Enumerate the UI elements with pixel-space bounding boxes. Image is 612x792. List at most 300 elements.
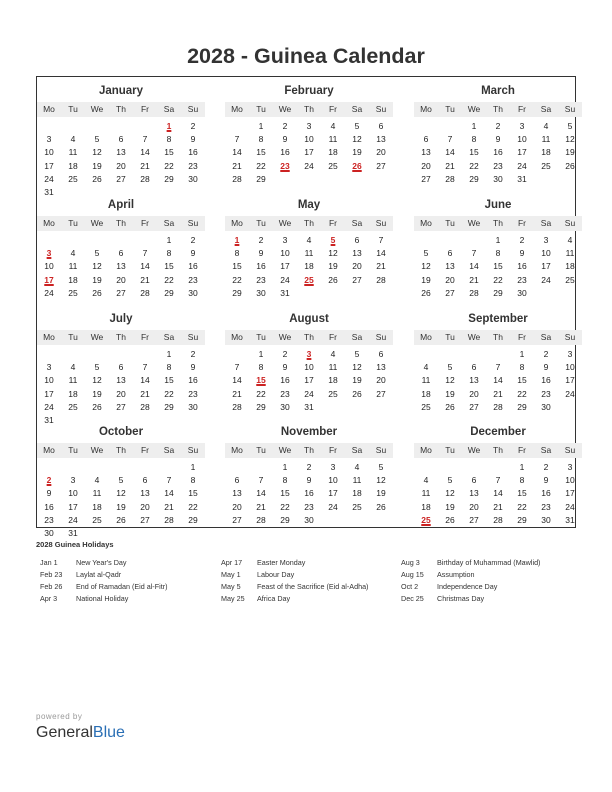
day-cell: 1 [495, 235, 501, 245]
weekday-label: Su [187, 104, 199, 114]
day-cell: 22 [188, 501, 198, 512]
day-cell: 8 [282, 475, 288, 486]
day-cell: 16 [493, 147, 503, 158]
holiday-name: New Year's Day [76, 558, 127, 567]
day-cell: 2 [282, 121, 288, 131]
weekday-label: Su [187, 445, 199, 455]
day-cell: 3 [519, 121, 525, 131]
weekday-label: Tu [256, 104, 266, 114]
weekday-label: Th [304, 218, 314, 228]
day-cell: 29 [164, 173, 174, 184]
day-cell: 17 [304, 147, 314, 158]
day-cell: 6 [378, 349, 384, 359]
day-cell: 12 [445, 375, 455, 386]
day-cell: 2 [190, 121, 196, 131]
holiday-date: Dec 25 [401, 594, 424, 603]
day-cell: 10 [565, 475, 575, 486]
weekday-label: Fr [517, 104, 527, 114]
day-cell: 30 [517, 287, 527, 298]
day-cell: 26 [376, 501, 386, 512]
day-cell: 5 [118, 475, 124, 486]
weekday-label: We [467, 445, 481, 455]
holiday-item [221, 558, 391, 570]
day-cell: 8 [166, 362, 172, 373]
weekday-label: Mo [43, 104, 55, 114]
holiday-date: May 5 [221, 582, 241, 591]
weekday-label: Tu [445, 445, 455, 455]
day-cell: 23 [541, 388, 551, 399]
day-cell: 14 [376, 248, 386, 259]
month-0 [37, 81, 205, 197]
day-cell: 4 [330, 349, 336, 359]
weekday-label: Tu [445, 104, 455, 114]
day-cell: 9 [190, 134, 196, 145]
day-cell: 3 [70, 475, 76, 486]
day-cell: 9 [495, 134, 501, 145]
day-cell: 25 [328, 160, 338, 171]
weekday-header [225, 216, 393, 231]
weekday-label: Su [187, 218, 199, 228]
day-cell: 11 [352, 475, 362, 486]
day-cell: 19 [116, 501, 126, 512]
weekday-label: Sa [163, 332, 175, 342]
day-cell: 23 [256, 274, 266, 285]
holiday-date: Jan 1 [40, 558, 58, 567]
day-cell: 21 [376, 261, 386, 272]
day-cell: 31 [280, 287, 290, 298]
holiday-date: May 1 [221, 570, 241, 579]
weekday-label: Su [375, 218, 387, 228]
day-cell: 12 [565, 134, 575, 145]
weekday-header [37, 443, 205, 458]
day-cell: 15 [232, 261, 242, 272]
weekday-label: Tu [445, 332, 455, 342]
day-cell: 6 [142, 475, 148, 486]
day-cell: 24 [304, 388, 314, 399]
day-cell: 1 [166, 235, 172, 245]
day-cell: 2 [519, 235, 525, 245]
holiday-day-cell: 1 [166, 121, 172, 131]
weekday-label: Tu [256, 332, 266, 342]
day-cell: 14 [140, 375, 150, 386]
day-cell: 21 [469, 274, 479, 285]
day-cell: 13 [376, 362, 386, 373]
weekday-label: Sa [351, 332, 363, 342]
day-cell: 11 [421, 488, 431, 499]
day-cell: 7 [142, 248, 148, 259]
day-cell: 16 [256, 261, 266, 272]
day-cell: 18 [68, 388, 78, 399]
holiday-item [40, 594, 210, 606]
day-cell: 23 [44, 514, 54, 525]
day-cell: 8 [234, 248, 240, 259]
day-cell: 8 [166, 134, 172, 145]
weekday-label: Mo [43, 445, 55, 455]
day-cell: 13 [116, 261, 126, 272]
weekday-label: Fr [140, 104, 150, 114]
day-cell: 19 [92, 388, 102, 399]
weekday-label: Tu [68, 218, 78, 228]
day-cell: 29 [517, 401, 527, 412]
day-cell: 9 [306, 475, 312, 486]
weekday-label: Th [493, 445, 503, 455]
holiday-item [401, 558, 571, 570]
month-name: January [98, 85, 144, 97]
day-cell: 20 [140, 501, 150, 512]
day-cell: 21 [140, 274, 150, 285]
day-cell: 24 [328, 501, 338, 512]
day-cell: 9 [258, 248, 264, 259]
day-cell: 16 [517, 261, 527, 272]
day-cell: 26 [352, 388, 362, 399]
day-cell: 3 [543, 235, 549, 245]
weekday-label: Fr [140, 332, 150, 342]
day-cell: 8 [166, 248, 172, 259]
day-cell: 17 [517, 147, 527, 158]
month-5 [414, 195, 582, 303]
day-cell: 30 [188, 173, 198, 184]
weekday-label: Mo [420, 218, 432, 228]
month-10 [225, 422, 393, 530]
weekday-label: We [278, 218, 292, 228]
day-cell: 13 [445, 261, 455, 272]
day-cell: 28 [140, 401, 150, 412]
day-cell: 18 [304, 261, 314, 272]
day-cell: 6 [354, 235, 360, 245]
holiday-day-cell: 17 [44, 274, 54, 285]
day-cell: 21 [140, 160, 150, 171]
weekday-label: We [90, 218, 104, 228]
day-cell: 19 [445, 501, 455, 512]
day-cell: 20 [376, 147, 386, 158]
day-cell: 15 [280, 488, 290, 499]
holiday-item [401, 570, 571, 582]
day-cell: 8 [471, 134, 477, 145]
day-cell: 5 [354, 349, 360, 359]
day-cell: 6 [447, 248, 453, 259]
holidays-heading: 2028 Guinea Holidays [36, 540, 114, 549]
month-11 [414, 422, 582, 530]
month-6 [37, 309, 205, 425]
holiday-item [221, 570, 391, 582]
weekday-header [414, 216, 582, 231]
day-cell: 28 [140, 287, 150, 298]
weekday-label: Mo [231, 104, 243, 114]
day-cell: 22 [493, 274, 503, 285]
weekday-label: Fr [328, 445, 338, 455]
day-cell: 19 [565, 147, 575, 158]
day-cell: 5 [378, 462, 384, 472]
day-cell: 2 [543, 462, 549, 472]
holiday-name: Assumption [437, 570, 475, 579]
holiday-date: Apr 17 [221, 558, 243, 567]
page-title: 2028 - Guinea Calendar [187, 44, 425, 68]
weekday-label: Sa [540, 218, 552, 228]
weekday-label: We [90, 445, 104, 455]
day-cell: 4 [306, 235, 312, 245]
day-cell: 24 [280, 274, 290, 285]
day-cell: 28 [232, 173, 242, 184]
weekday-header [225, 102, 393, 117]
weekday-label: Su [375, 332, 387, 342]
day-cell: 11 [328, 362, 338, 373]
day-cell: 5 [94, 248, 100, 259]
weekday-label: We [467, 104, 481, 114]
month-3 [37, 195, 205, 303]
holiday-item [221, 582, 391, 594]
day-cell: 21 [232, 388, 242, 399]
day-cell: 1 [471, 121, 477, 131]
day-cell: 7 [495, 475, 501, 486]
day-cell: 20 [116, 274, 126, 285]
day-cell: 19 [376, 488, 386, 499]
weekday-header [414, 330, 582, 345]
day-cell: 24 [565, 388, 575, 399]
day-cell: 27 [469, 401, 479, 412]
weekday-label: Tu [68, 332, 78, 342]
day-cell: 19 [92, 274, 102, 285]
weekday-header [414, 102, 582, 117]
day-cell: 11 [565, 248, 575, 259]
day-cell: 4 [70, 362, 76, 373]
weekday-label: Sa [540, 445, 552, 455]
holiday-date: Oct 2 [401, 582, 419, 591]
weekday-label: We [278, 104, 292, 114]
holiday-name: Christmas Day [437, 594, 485, 603]
day-cell: 18 [352, 488, 362, 499]
day-cell: 11 [541, 134, 551, 145]
weekday-label: Su [564, 218, 576, 228]
holiday-name: End of Ramadan (Eid al-Fitr) [76, 582, 168, 591]
weekday-label: Th [116, 332, 126, 342]
day-cell: 14 [140, 147, 150, 158]
day-cell: 10 [328, 475, 338, 486]
day-cell: 26 [92, 287, 102, 298]
day-cell: 19 [352, 147, 362, 158]
day-cell: 30 [541, 514, 551, 525]
day-cell: 26 [328, 274, 338, 285]
day-cell: 7 [234, 362, 240, 373]
holiday-date: Feb 23 [40, 570, 63, 579]
weekday-label: Fr [517, 218, 527, 228]
month-4 [225, 195, 393, 303]
day-cell: 16 [188, 147, 198, 158]
weekday-label: Th [304, 332, 314, 342]
holiday-day-cell: 25 [421, 514, 431, 525]
day-cell: 1 [190, 462, 196, 472]
day-cell: 16 [541, 375, 551, 386]
day-cell: 2 [495, 121, 501, 131]
day-cell: 15 [256, 147, 266, 158]
day-cell: 21 [445, 160, 455, 171]
day-cell: 6 [118, 134, 124, 145]
day-cell: 15 [164, 147, 174, 158]
day-cell: 4 [94, 475, 100, 486]
day-cell: 28 [140, 173, 150, 184]
day-cell: 24 [44, 401, 54, 412]
day-cell: 28 [164, 514, 174, 525]
day-cell: 13 [232, 488, 242, 499]
weekday-header [414, 443, 582, 458]
day-cell: 24 [565, 501, 575, 512]
weekday-label: Sa [351, 104, 363, 114]
day-cell: 29 [280, 514, 290, 525]
day-cell: 23 [188, 274, 198, 285]
day-cell: 29 [232, 287, 242, 298]
weekday-label: We [90, 332, 104, 342]
day-cell: 8 [258, 134, 264, 145]
day-cell: 24 [44, 173, 54, 184]
day-cell: 13 [469, 375, 479, 386]
month-name: October [98, 426, 144, 438]
day-cell: 20 [421, 160, 431, 171]
day-cell: 17 [44, 160, 54, 171]
day-cell: 17 [68, 501, 78, 512]
holiday-name: Easter Monday [257, 558, 306, 567]
weekday-label: We [278, 332, 292, 342]
day-cell: 30 [188, 287, 198, 298]
day-cell: 29 [188, 514, 198, 525]
month-name: May [297, 199, 321, 211]
day-cell: 25 [541, 160, 551, 171]
day-cell: 9 [190, 248, 196, 259]
day-cell: 2 [190, 235, 196, 245]
day-cell: 25 [68, 401, 78, 412]
weekday-label: Th [493, 332, 503, 342]
weekday-label: We [90, 104, 104, 114]
weekday-label: We [278, 445, 292, 455]
day-cell: 31 [44, 187, 54, 197]
day-cell: 10 [304, 362, 314, 373]
day-cell: 3 [567, 462, 573, 472]
month-name: November [280, 426, 338, 438]
weekday-label: Sa [540, 332, 552, 342]
holiday-day-cell: 2 [46, 475, 52, 486]
day-cell: 2 [258, 235, 264, 245]
day-cell: 16 [280, 147, 290, 158]
day-cell: 28 [469, 287, 479, 298]
day-cell: 2 [282, 349, 288, 359]
holiday-item [40, 558, 210, 570]
weekday-header [225, 443, 393, 458]
day-cell: 4 [330, 121, 336, 131]
day-cell: 6 [471, 475, 477, 486]
day-cell: 3 [330, 462, 336, 472]
day-cell: 22 [256, 388, 266, 399]
day-cell: 9 [543, 362, 549, 373]
day-cell: 23 [493, 160, 503, 171]
holiday-item [401, 594, 571, 606]
day-cell: 3 [306, 121, 312, 131]
day-cell: 6 [118, 362, 124, 373]
day-cell: 30 [188, 401, 198, 412]
weekday-label: Th [116, 218, 126, 228]
day-cell: 7 [471, 248, 477, 259]
day-cell: 2 [543, 349, 549, 359]
day-cell: 13 [376, 134, 386, 145]
weekday-label: Su [564, 445, 576, 455]
generalblue-logo[interactable] [36, 724, 125, 742]
month-name: August [289, 313, 329, 325]
day-cell: 10 [44, 147, 54, 158]
day-cell: 18 [328, 147, 338, 158]
weekday-label: Sa [351, 445, 363, 455]
day-cell: 15 [517, 488, 527, 499]
weekday-header [37, 216, 205, 231]
day-cell: 4 [423, 362, 429, 373]
day-cell: 13 [469, 488, 479, 499]
day-cell: 17 [44, 388, 54, 399]
day-cell: 13 [116, 147, 126, 158]
day-cell: 20 [469, 501, 479, 512]
day-cell: 25 [565, 274, 575, 285]
day-cell: 24 [44, 287, 54, 298]
day-cell: 24 [517, 160, 527, 171]
day-cell: 27 [376, 160, 386, 171]
day-cell: 18 [68, 160, 78, 171]
holiday-name: Africa Day [257, 594, 291, 603]
day-cell: 26 [92, 401, 102, 412]
weekday-label: Sa [351, 218, 363, 228]
day-cell: 12 [421, 261, 431, 272]
month-2 [414, 81, 582, 189]
day-cell: 20 [445, 274, 455, 285]
day-cell: 10 [541, 248, 551, 259]
day-cell: 21 [140, 388, 150, 399]
day-cell: 6 [471, 362, 477, 373]
weekday-header [37, 330, 205, 345]
day-cell: 11 [68, 261, 78, 272]
day-cell: 30 [493, 173, 503, 184]
day-cell: 4 [423, 475, 429, 486]
day-cell: 5 [94, 362, 100, 373]
day-cell: 22 [517, 501, 527, 512]
weekday-label: Tu [68, 445, 78, 455]
day-cell: 29 [469, 173, 479, 184]
weekday-label: Fr [328, 218, 338, 228]
day-cell: 12 [352, 134, 362, 145]
day-cell: 17 [304, 375, 314, 386]
day-cell: 2 [190, 349, 196, 359]
day-cell: 20 [116, 388, 126, 399]
weekday-label: Fr [328, 104, 338, 114]
month-name: July [109, 313, 133, 325]
day-cell: 12 [376, 475, 386, 486]
day-cell: 18 [68, 274, 78, 285]
day-cell: 15 [164, 261, 174, 272]
holiday-day-cell: 25 [304, 274, 314, 285]
day-cell: 13 [140, 488, 150, 499]
day-cell: 12 [328, 248, 338, 259]
day-cell: 28 [376, 274, 386, 285]
weekday-header [225, 330, 393, 345]
day-cell: 5 [447, 362, 453, 373]
day-cell: 19 [445, 388, 455, 399]
day-cell: 11 [421, 375, 431, 386]
day-cell: 24 [68, 514, 78, 525]
day-cell: 8 [258, 362, 264, 373]
day-cell: 20 [232, 501, 242, 512]
holiday-column [40, 558, 210, 606]
day-cell: 12 [92, 147, 102, 158]
day-cell: 23 [280, 388, 290, 399]
day-cell: 20 [469, 388, 479, 399]
day-cell: 28 [493, 401, 503, 412]
holiday-day-cell: 1 [234, 235, 240, 245]
holiday-item [40, 582, 210, 594]
day-cell: 18 [421, 388, 431, 399]
weekday-label: Sa [540, 104, 552, 114]
